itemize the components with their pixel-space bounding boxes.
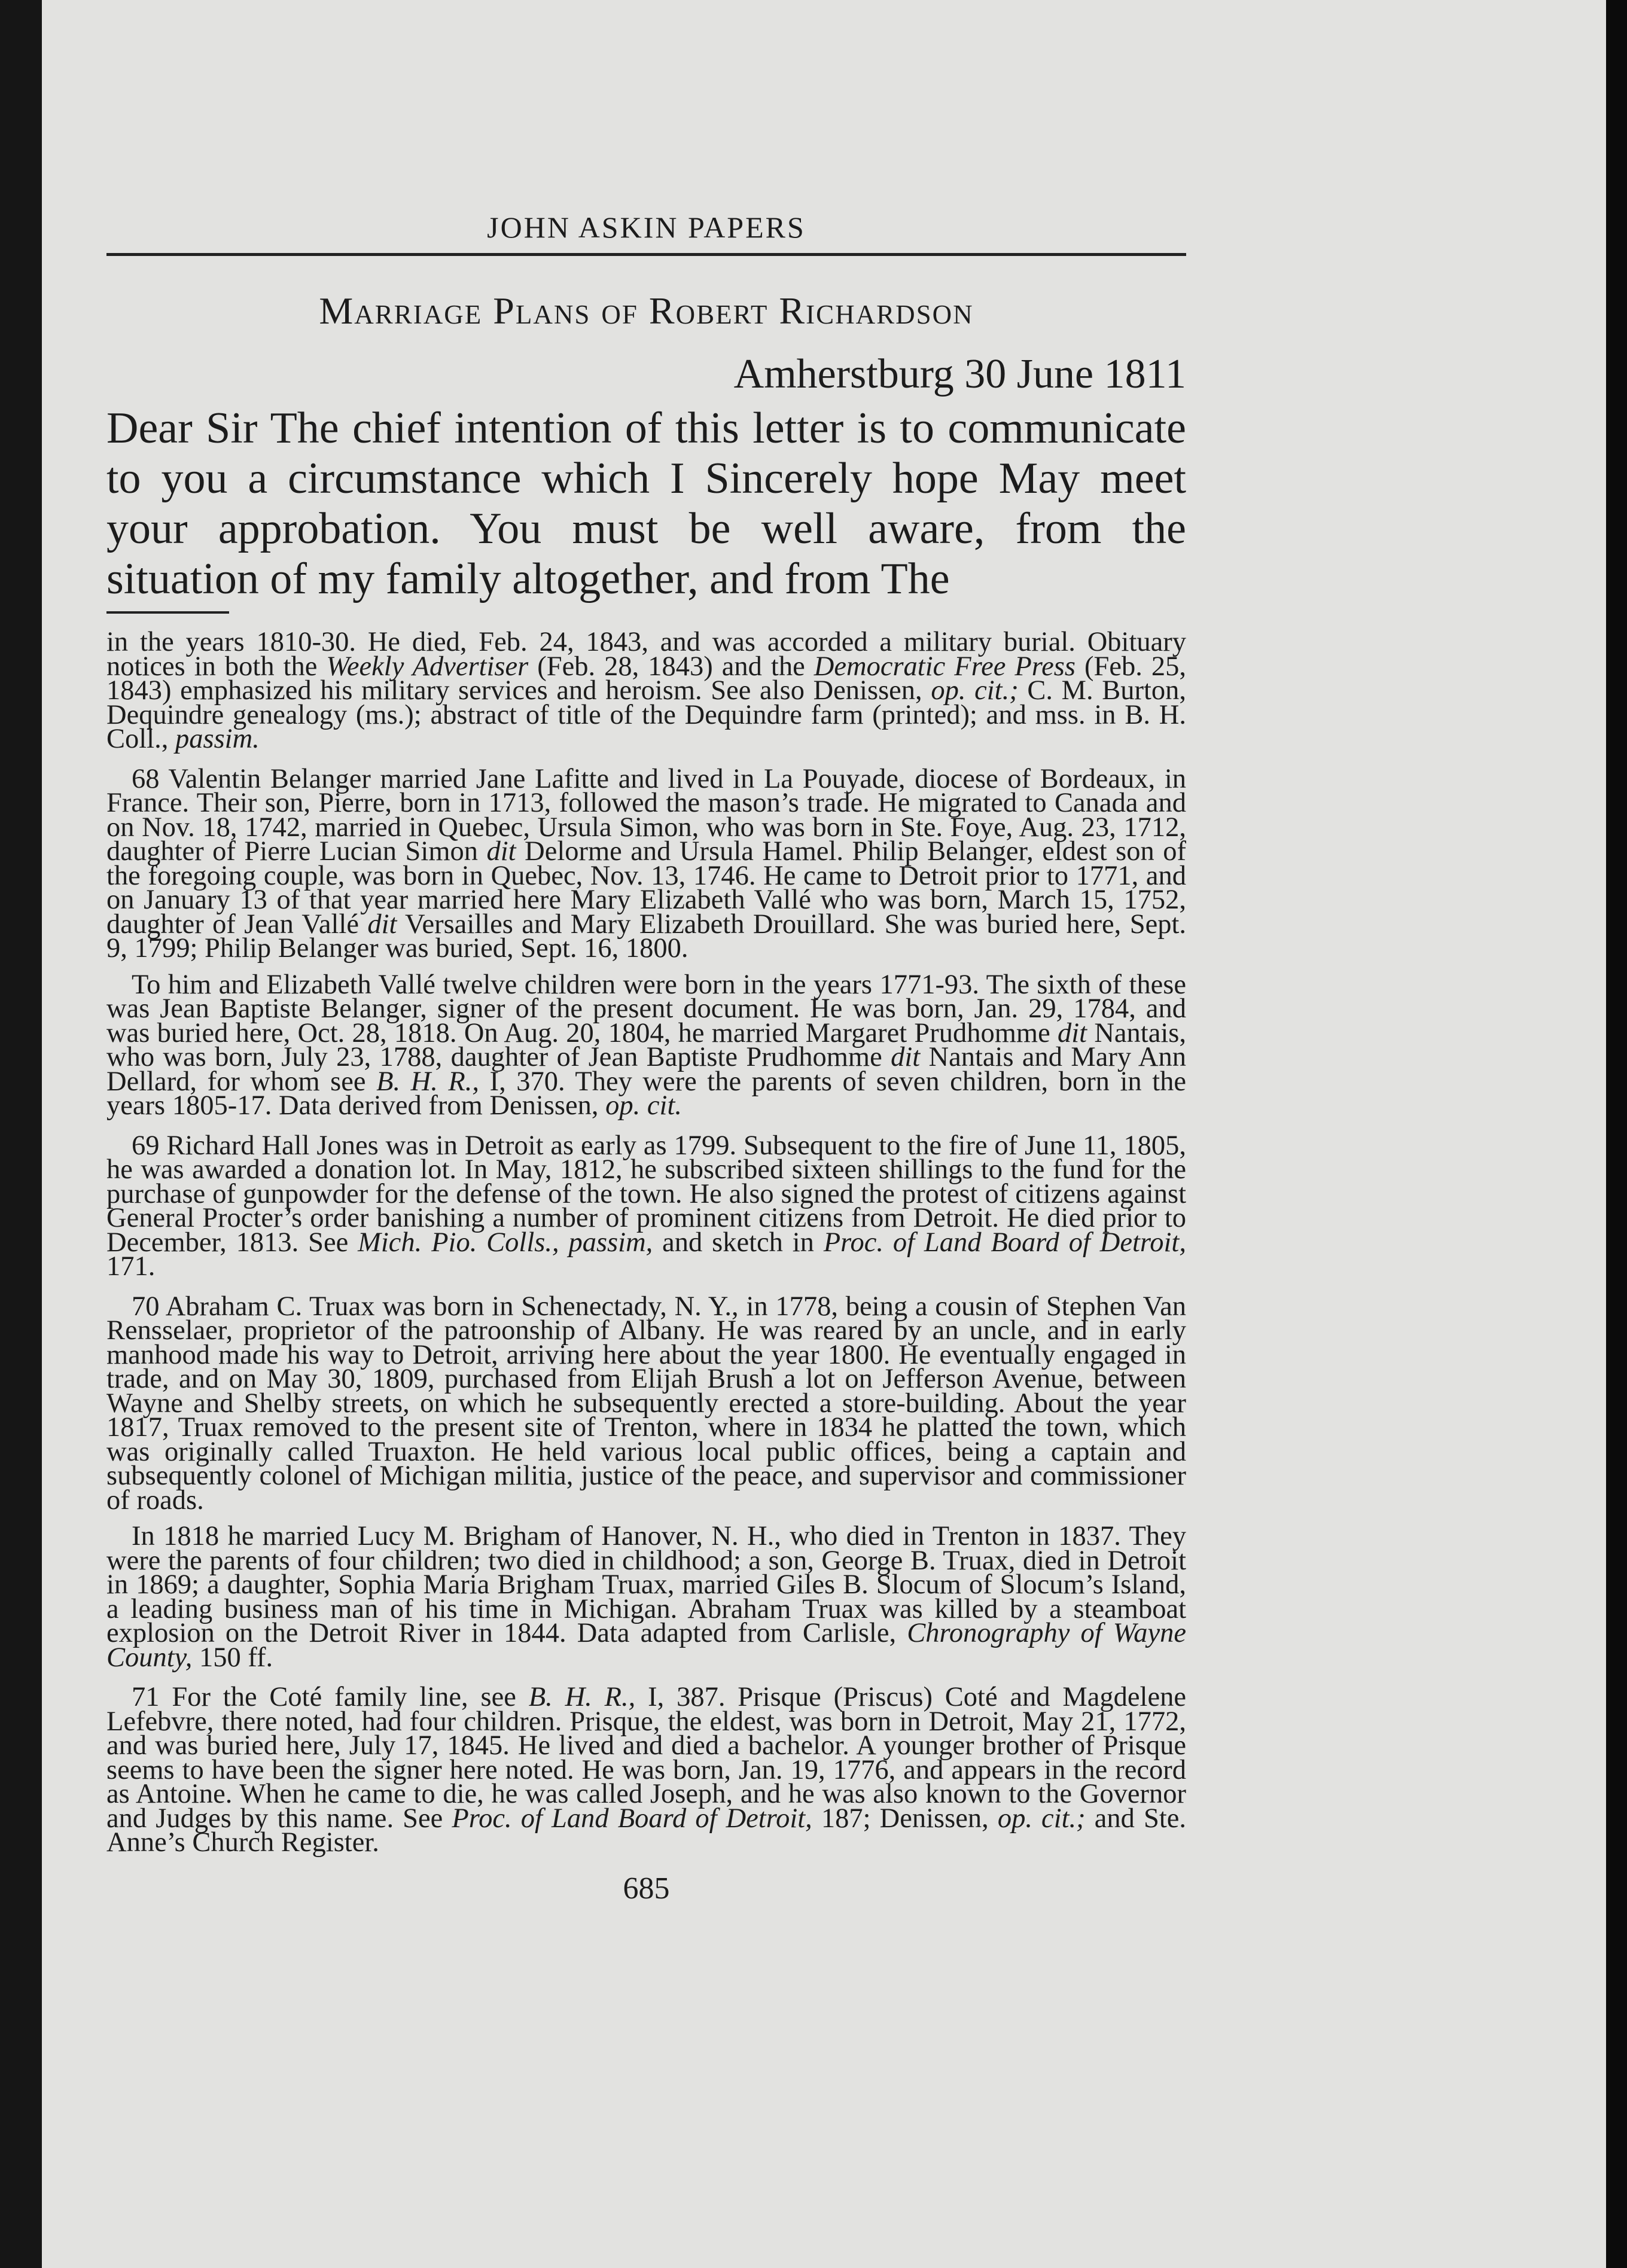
- footnote-text-run: 71 For the Coté family line, see: [132, 1682, 529, 1712]
- footnote-text-run: Nantais and Mary Ann Dellard, for whom see: [106, 1042, 1186, 1097]
- footnote-text-run: 187; Denissen,: [812, 1803, 998, 1834]
- footnotes: [106, 627, 1187, 1858]
- running-head: JOHN ASKIN PAPERS: [106, 212, 1186, 256]
- footnote-text-run: To him and Elizabeth Vallé twelve children were born in the years 1771-93. The sixth of these was Jean Baptiste Belanger, signer of the present document. He was born, Jan. 29, 1784, and was buried here, Oct. 28, 1818. On Aug. 20, 1804, he married Margaret Prudhomme: [106, 969, 1186, 1048]
- footnote-text-run: (Feb. 25, 1843) emphasized his military services and heroism. See also Denissen,: [106, 651, 1186, 706]
- footnote: [106, 1521, 1186, 1673]
- footnote-rule: [106, 611, 229, 614]
- footnote-italic-run: Proc. of Land Board of Detroit,: [823, 1227, 1186, 1258]
- footnote-italic-run: op. cit.;: [997, 1803, 1086, 1834]
- footnote-italic-run: op. cit.;: [931, 675, 1019, 706]
- footnote-text-run: 70 Abraham C. Truax was born in Schenectady, N. Y., in 1778, being a cousin of Stephen Van Rensselaer, proprietor of the patroonship of Albany. He was reared by an uncle, and in early manhood made his way to Detroit, arriving here about the year 1800. He eventually engaged in trade, and on May 30, 1809, purchased from Elijah Brush a lot on Jefferson Avenue, between Wayne and Shelby streets, on which he subsequently erected a store-building. About the year 1817, Truax removed to the present site of Trenton, where in 1834 he platted the town, which was originally called Truaxton. He held various local public offices, being a captain and subsequently colonel of Michigan militia, justice of the peace, and supervisor and commissioner of roads.: [106, 1291, 1186, 1516]
- footnote-text-run: and Ste. Anne’s Church Register.: [106, 1803, 1187, 1858]
- footnote-text-run: Delorme and Ursula Hamel. Philip Belanger, eldest son of the foregoing couple, was born in Quebec, Nov. 13, 1746. He came to Detroit prior to 1771, and on January 13 of that year married here Mary Elizabeth Vallé who was born, March 15, 1752, daughter of Jean Vallé: [106, 836, 1187, 940]
- footnote-text-run: I, 387. Prisque (Priscus) Coté and Magdelene Lefebvre, there noted, had four children. Prisque, the eldest, was born in Detroit, May 21, 1772, and was buried here, July 17, 1845. He lived and died a bachelor. A younger brother of Prisque seems to have been the signer here noted. He was born, Jan. 19, 1776, and appears in the record as Antoine. When he came to die, he was called Joseph, and he was also known to the Governor and Judges by this name. See: [106, 1682, 1187, 1834]
- footnote: [106, 969, 1187, 1121]
- footnote: [106, 763, 1187, 964]
- letter-title: Marriage Plans of Robert Richardson: [319, 289, 974, 332]
- letter-dateline: Amherstburg 30 June 1811: [733, 351, 1186, 397]
- footnote-italic-run: Proc. of Land Board of Detroit,: [452, 1803, 812, 1834]
- footnote-italic-run: B. H. R.,: [528, 1682, 636, 1712]
- footnote-italic-run: op. cit.: [605, 1090, 683, 1121]
- footnote-italic-run: Chronography of Wayne County,: [106, 1618, 1186, 1673]
- footnote-text-run: Versailles and Mary Elizabeth Drouillard. She was buried here, Sept. 9, 1799; Philip Belanger was buried, Sept. 16, 1800.: [106, 909, 1186, 964]
- footnote-text-run: (Feb. 28, 1843) and the: [528, 651, 814, 682]
- footnote: [106, 1130, 1186, 1282]
- footnote: [106, 1291, 1186, 1516]
- letter-body: Dear Sir The chief intention of this letter is to communicate to you a circumstance which I Sincerely hope May meet your approbation. You must be well aware, from the situation of my family altogether, and from The: [106, 404, 1186, 603]
- footnote-text-run: and sketch in: [653, 1227, 824, 1258]
- footnote-italic-run: dit: [367, 909, 397, 940]
- footnote-text-run: In 1818 he married Lucy M. Brigham of Hanover, N. H., who died in Trenton in 1837. They were the parents of four children; two died in childhood; a son, George B. Truax, died in Detroit in 1869; a daughter, Sophia Maria Brigham Truax, married Giles B. Slocum of Slocum’s Island, a leading business man of his time in Michigan. Abraham Truax was killed by a steamboat explosion on the Detroit River in 1844. Data adapted from Carlisle,: [106, 1521, 1186, 1648]
- footnote-italic-run: Mich. Pio. Colls., passim,: [358, 1227, 653, 1258]
- footnote-text-run: 69 Richard Hall Jones was in Detroit as early as 1799. Subsequent to the fire of June 11, 1805, he was awarded a donation lot. In May, 1812, he subscribed sixteen shillings to the fund for the purchase of gunpowder for the defense of the town. He also signed the protest of citizens against General Procter’s order banishing a number of prominent citizens from Detroit. He died prior to December, 1813. See: [106, 1130, 1186, 1258]
- footnote-italic-run: B. H. R.,: [376, 1066, 480, 1097]
- footnote-italic-run: passim.: [175, 724, 260, 754]
- page-number: 685: [623, 1871, 670, 1906]
- footnote-italic-run: Democratic Free Press: [814, 651, 1075, 682]
- footnote-italic-run: dit: [891, 1042, 921, 1072]
- footnote: [106, 1682, 1187, 1858]
- footnote: [106, 627, 1187, 754]
- footnote-italic-run: dit: [1057, 1017, 1087, 1048]
- footnote-text-run: 150 ff.: [192, 1642, 273, 1673]
- footnote-text-run: C. M. Burton, Dequindre genealogy (ms.); abstract of title of the Dequindre farm (printed); and mss. in B. H. Coll.,: [106, 675, 1187, 754]
- footnote-italic-run: dit: [486, 836, 516, 867]
- footnote-text-run: 68 Valentin Belanger married Jane Lafitte and lived in La Pouyade, diocese of Bordeaux, in France. Their son, Pierre, born in 1713, followed the mason’s trade. He migrated to Canada and on Nov. 18, 1742, married in Quebec, Ursula Simon, who was born in Ste. Foye, Aug. 23, 1712, daughter of Pierre Lucian Simon: [106, 763, 1186, 867]
- footnote-text-run: in the years 1810-30. He died, Feb. 24, 1843, and was accorded a military burial. Obituary notices in both the: [106, 627, 1186, 682]
- footnote-text-run: 171.: [106, 1251, 156, 1282]
- page-edge-shadow: [1606, 0, 1627, 2268]
- footnote-italic-run: Weekly Advertiser: [326, 651, 529, 682]
- footnote-text-run: Nantais, who was born, July 23, 1788, daughter of Jean Baptiste Prudhomme: [106, 1017, 1187, 1072]
- page-content: [106, 212, 1186, 1906]
- footnote-text-run: I, 370. They were the parents of seven children, born in the years 1805-17. Data derived from Denissen,: [106, 1066, 1186, 1121]
